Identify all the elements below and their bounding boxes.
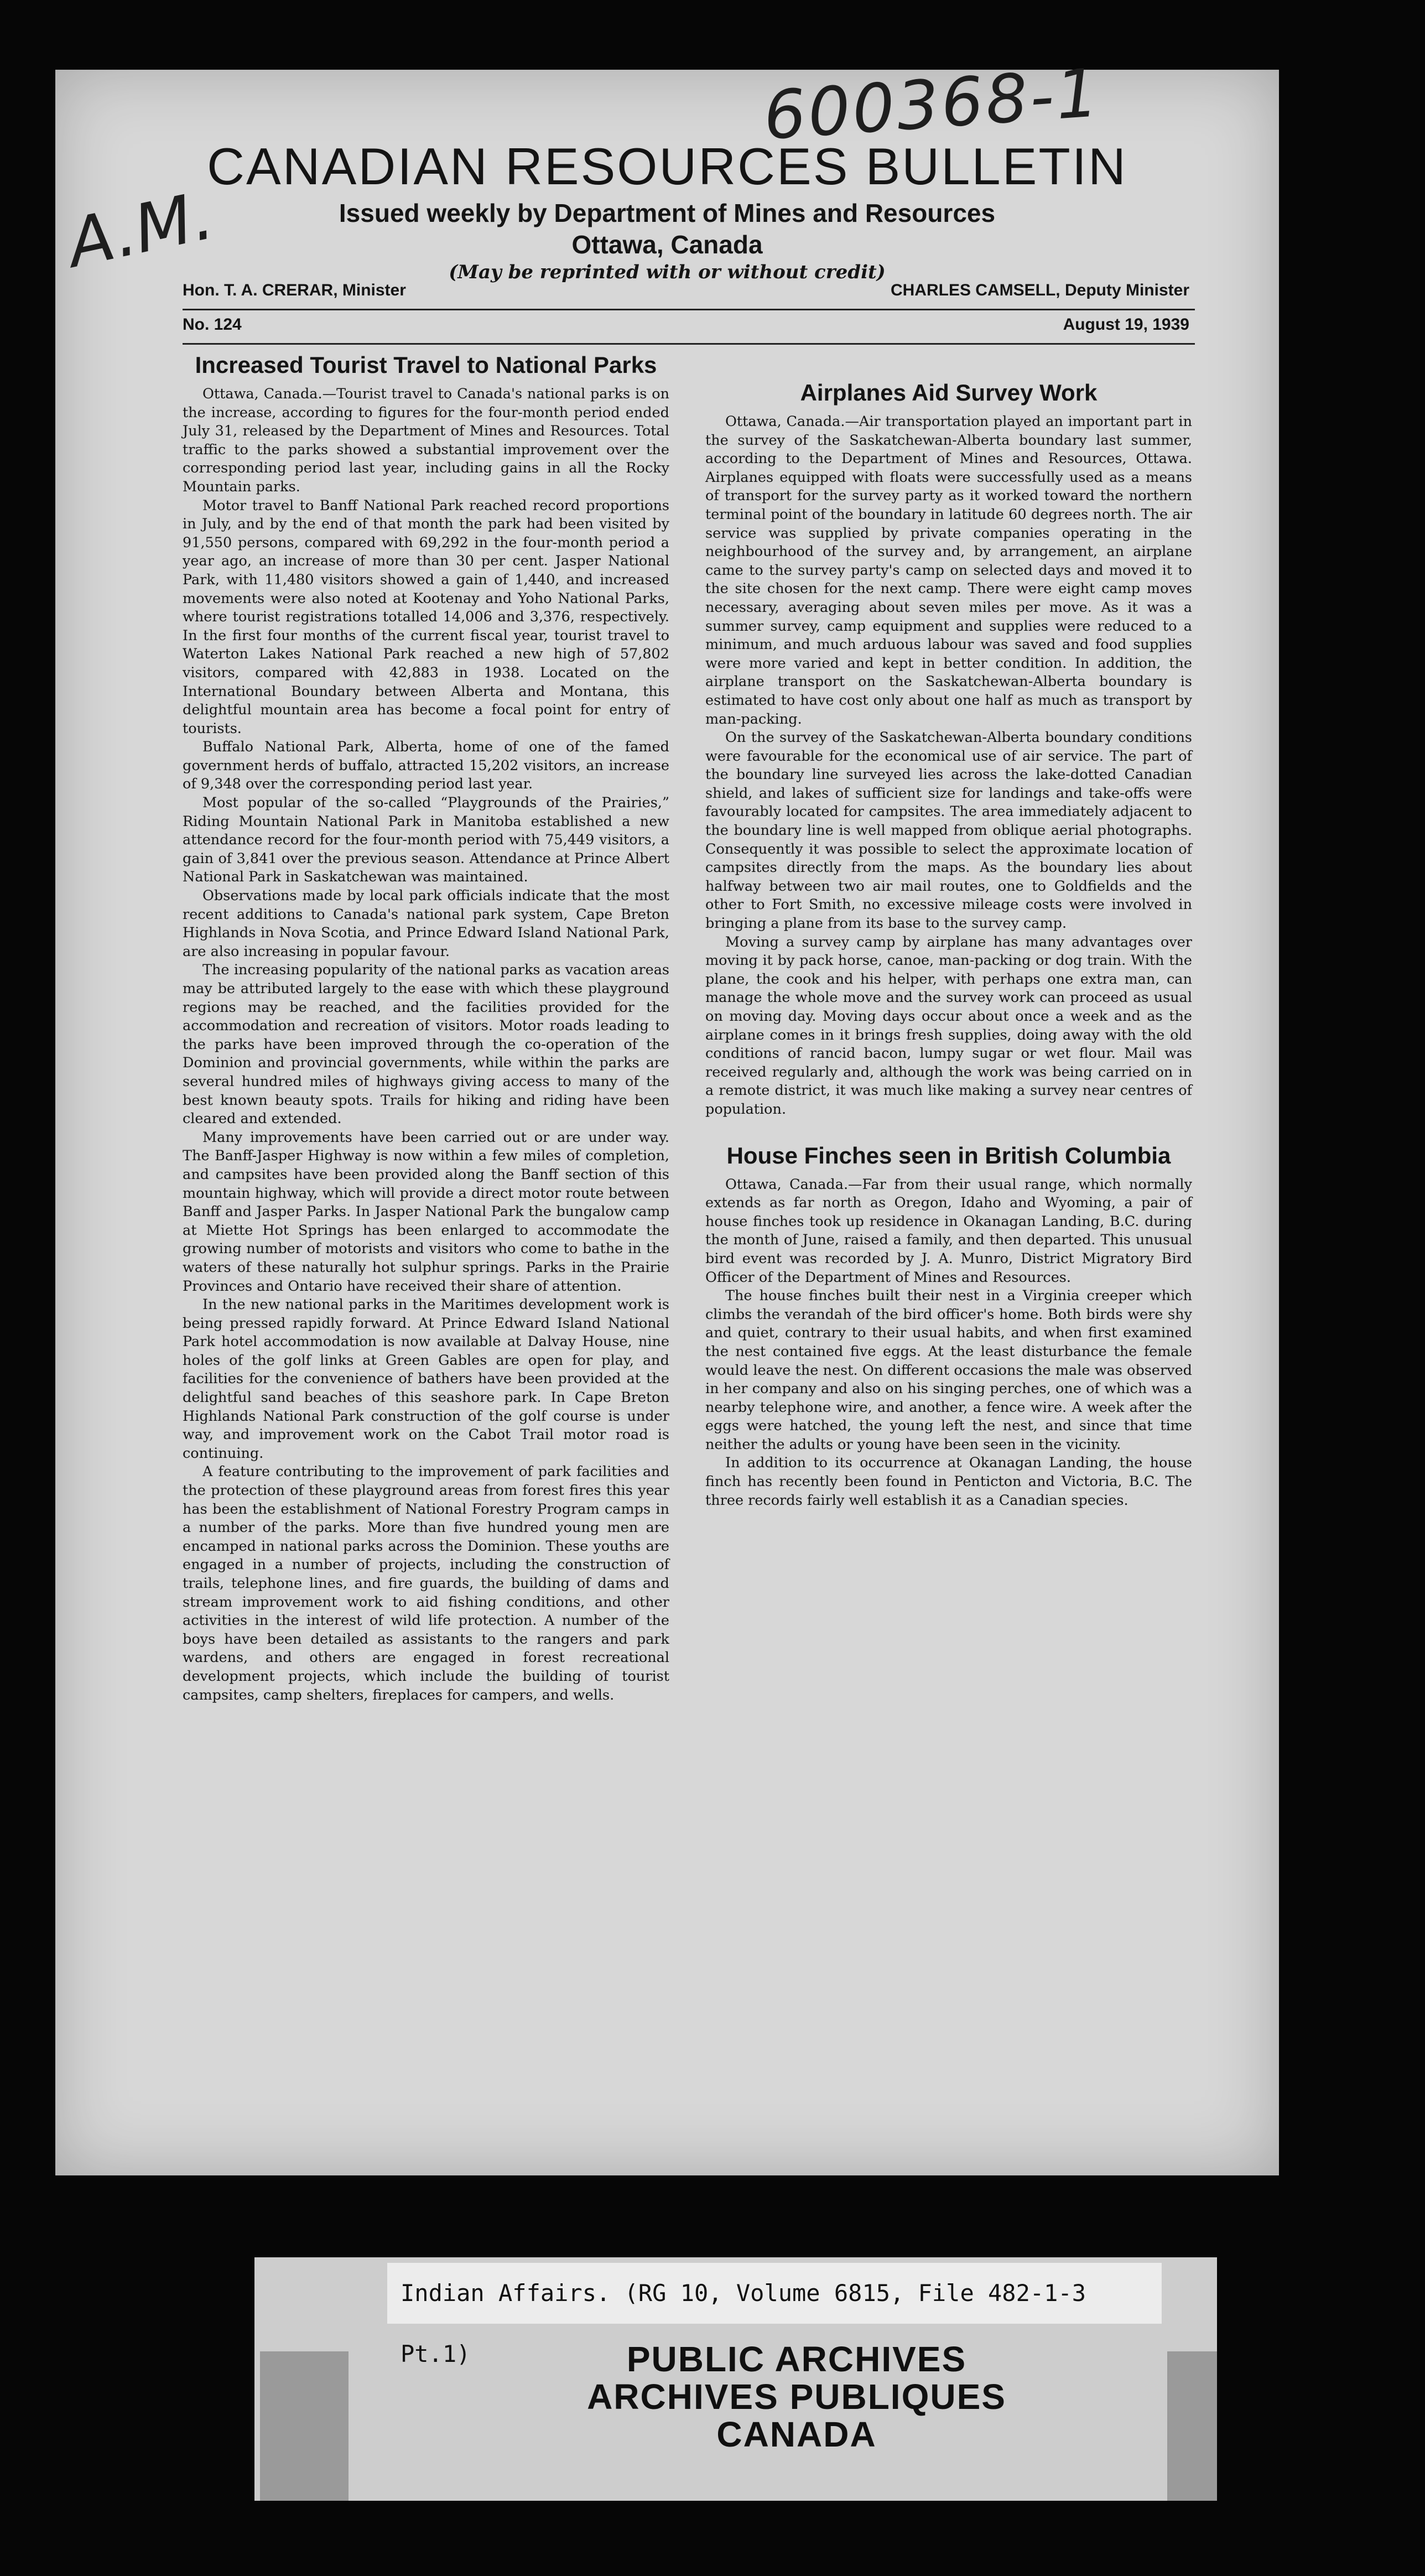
issue-date: August 19, 1939 <box>1063 315 1189 334</box>
stamp-line-french: ARCHIVES PUBLIQUES <box>587 2377 1006 2417</box>
minister-name: Hon. T. A. CRERAR, Minister <box>183 281 406 299</box>
spacer <box>705 356 1192 380</box>
archive-reference-label: Indian Affairs. (RG 10, Volume 6815, File 482-1-3 Pt.1) <box>387 2263 1162 2324</box>
article-paragraph: Many improvements have been carried out or are under way. The Banff-Jasper Highway is now within a few miles of completion, and campsites have been provided along the Banff section of this mountain highway, which will provide a direct motor route between Banff and Jasper Parks. In Jasper National Park the bungalow camp at Miette Hot Springs has been enlarged to accommodate the growing number of motorists and visitors who come to bathe in the waters of these naturally hot sulphur springs. Parks in the Prairie Provinces and Ontario have received their share of attention. <box>183 1129 669 1295</box>
issued-by: Issued weekly by Department of Mines and Resources <box>339 199 996 227</box>
location: Ottawa, Canada <box>571 230 763 259</box>
masthead-rule <box>183 309 1195 310</box>
article-paragraph: Ottawa, Canada.—Air transportation played an important part in the survey of the Saskatchewan-Alberta boundary last summer, according to the Department of Mines and Resources, Ottawa. Airplanes equipped with floats were successfully used as a means of transport for the survey party as it worked toward the northern terminal point of the boundary in latitude 60 degrees north. The air service was supplied by private companies operating in the neighbourhood of the survey and, by arrangement, an airplane came to the survey party's camp on selected days and moved it to the site chosen for the next camp. There were eight camp moves necessary, averaging about seven miles per move. As it was a summer survey, camp equipment and supplies were reduced to a minimum, and much arduous labour was saved and food supplies were more varied and kept in better condition. In addition, the airplane transport on the Saskatchewan-Alberta boundary is estimated to have cost only about one half as much as transport by man-packing. <box>705 413 1192 728</box>
article-paragraph: Ottawa, Canada.—Far from their usual range, which normally extends as far north as Oregon, Idaho and Wyoming, a pair of house finches took up residence in Okanagan Landing, B.C. during the month of June, raised a family, and then departed. This unusual bird event was recorded by J. A. Munro, District Migratory Bird Officer of the Department of Mines and Resources. <box>705 1176 1192 1286</box>
masthead <box>55 136 1279 284</box>
article-paragraph: In the new national parks in the Maritimes development work is being pressed rapidly forward. At Prince Edward Island National Park hotel accommodation is now available at Dalvay House, nine holes of the golf links at Green Gables are open for play, and facilities for the convenience of bathers have been provided at the delightful sand beaches of this seashore park. In Cape Breton Highlands National Park construction of the golf course is under way, and improvement work on the Cabot Trail motor road is continuing. <box>183 1296 669 1462</box>
tape-left <box>260 2351 349 2501</box>
article-tourist-title: Increased Tourist Travel to National Parks <box>195 352 657 378</box>
article-paragraph: Ottawa, Canada.—Tourist travel to Canada's national parks is on the increase, according to figures for the four-month period ended July 31, released by the Department of Mines and Resources. Total traffic to the parks showed a substantial improvement over the corresponding period last year, including gains in all the Rocky Mountain parks. <box>183 386 669 495</box>
spacer <box>705 1119 1192 1142</box>
article-paragraph: Buffalo National Park, Alberta, home of one of the famed government herds of buffalo, attracted 15,202 visitors, an increase of 9,348 over the corresponding period last year. <box>183 739 669 793</box>
article-paragraph: In addition to its occurrence at Okanagan Landing, the house finch has recently been found in Penticton and Victoria, B.C. The three records fairly well establish it as a Canadian species. <box>705 1455 1192 1509</box>
article-paragraph: The increasing popularity of the national parks as vacation areas may be attributed largely to the ease with which these playground regions may be reached, and the facilities provided for the accommodation and recreation of visitors. Motor roads leading to the parks have been improved through the co-operation of the Dominion and provincial governments, while within the parks are several hundred miles of highways giving access to many of the best known beauty spots. Trails for hiking and riding have been cleared and extended. <box>183 962 669 1128</box>
column-left <box>183 352 669 1705</box>
article-airplanes-title: Airplanes Aid Survey Work <box>800 380 1098 406</box>
issue-rule <box>183 343 1195 345</box>
article-paragraph: Motor travel to Banff National Park reached record proportions in July, and by the end of that month the park had been visited by 91,550 persons, compared with 69,292 in the four-month period a year ago, an increase of more than 30 per cent. Jasper National Park, with 11,480 visitors showed a gain of 1,440, and increased movements were also noted at Kootenay and Yoho National Parks, where tourist registrations totalled 14,006 and 3,376, respectively. In the first four months of the current fiscal year, tourist travel to Waterton Lakes National Park reached a new high of 57,802 visitors, compared with 42,883 in 1938. Located on the International Boundary between Alberta and Montana, this delightful mountain area has become a focal point for entry of tourists. <box>183 497 669 737</box>
article-paragraph: The house finches built their nest in a Virginia creeper which climbs the verandah of the bird officer's home. Both birds were shy and quiet, contrary to their usual habits, and when first examined the nest contained five eggs. At the least disturbance the female would leave the nest. On different occasions the male was observed in her company and also on his singing perches, one of which was a nearby telephone wire, and another, a fence wire. A week after the eggs were hatched, the young left the nest, and since that time neither the adults or young have been seen in the vicinity. <box>705 1287 1192 1453</box>
article-paragraph: On the survey of the Saskatchewan-Alberta boundary conditions were favourable for the economical use of air service. The part of the boundary line surveyed lies across the lake-dotted Canadian shield, and lakes of sufficient size for landings and take-offs were favourably located for campsites. The area immediately adjacent to the boundary line is well mapped from oblique aerial photographs. Consequently it was possible to select the approximate location of campsites directly from the maps. As the boundary lies about halfway between two air mail routes, one to Goldfields and the other to Fort Smith, no excessive mileage costs were involved in bringing a plane from its base to the survey camp. <box>705 729 1192 932</box>
issue-number: No. 124 <box>183 315 242 334</box>
stamp-line-country: CANADA <box>716 2414 877 2454</box>
bulletin-title: CANADIAN RESOURCES BULLETIN <box>207 137 1127 195</box>
handwritten-margin-mark: A.M. <box>61 177 220 283</box>
article-finches-title: House Finches seen in British Columbia <box>726 1142 1171 1168</box>
handwritten-file-number: 600368-1 <box>761 54 1103 155</box>
article-paragraph: Moving a survey camp by airplane has many advantages over moving it by pack horse, canoe, man-packing or dog train. With the plane, the cook and his helper, with perhaps one extra man, can manage the whole move and the survey work can proceed as usual on moving day. Moving days occur about once a week and as the airplane comes in it brings fresh supplies, doing away with the old conditions of rancid bacon, lumpy sugar or wet flour. Mail was received regularly and, although the work was being carried on in a remote district, it was much like making a survey near centres of population. <box>705 933 1192 1118</box>
stamp-line-english: PUBLIC ARCHIVES <box>626 2339 967 2379</box>
article-paragraph: A feature contributing to the improvement of park facilities and the protection of these playground areas from forest fires this year has been the establishment of National Forestry Program camps in a number of the parks. More than five hundred young men are encamped in national parks across the Dominion. These youths are engaged in a number of projects, including the construction of trails, telephone lines, and fire guards, the building of dams and stream improvement work to aid fishing conditions, and other activities in the interest of wild life protection. A number of the boys have been detailed as assistants to the rangers and park wardens, and others are engaged in forest recreational development projects, which include the building of tourist campsites, camp shelters, fireplaces for campers, and wells. <box>183 1463 669 1704</box>
column-right <box>705 356 1192 1510</box>
reprint-note: (May be reprinted with or without credit) <box>449 261 886 283</box>
archive-stamp <box>382 2340 1211 2453</box>
article-paragraph: Most popular of the so-called “Playgrounds of the Prairies,” Riding Mountain National Park in Manitoba established a new attendance record for the four-month period with 75,449 visitors, a gain of 3,841 over the previous season. Attendance at Prince Albert National Park in Saskatchewan was maintained. <box>183 794 669 886</box>
bulletin-page <box>55 54 1279 2175</box>
deputy-minister-name: CHARLES CAMSELL, Deputy Minister <box>890 281 1189 299</box>
article-paragraph: Observations made by local park officials indicate that the most recent additions to Canada's national park system, Cape Breton Highlands in Nova Scotia, and Prince Edward Island National Park, are also increasing in popular favour. <box>183 887 669 960</box>
